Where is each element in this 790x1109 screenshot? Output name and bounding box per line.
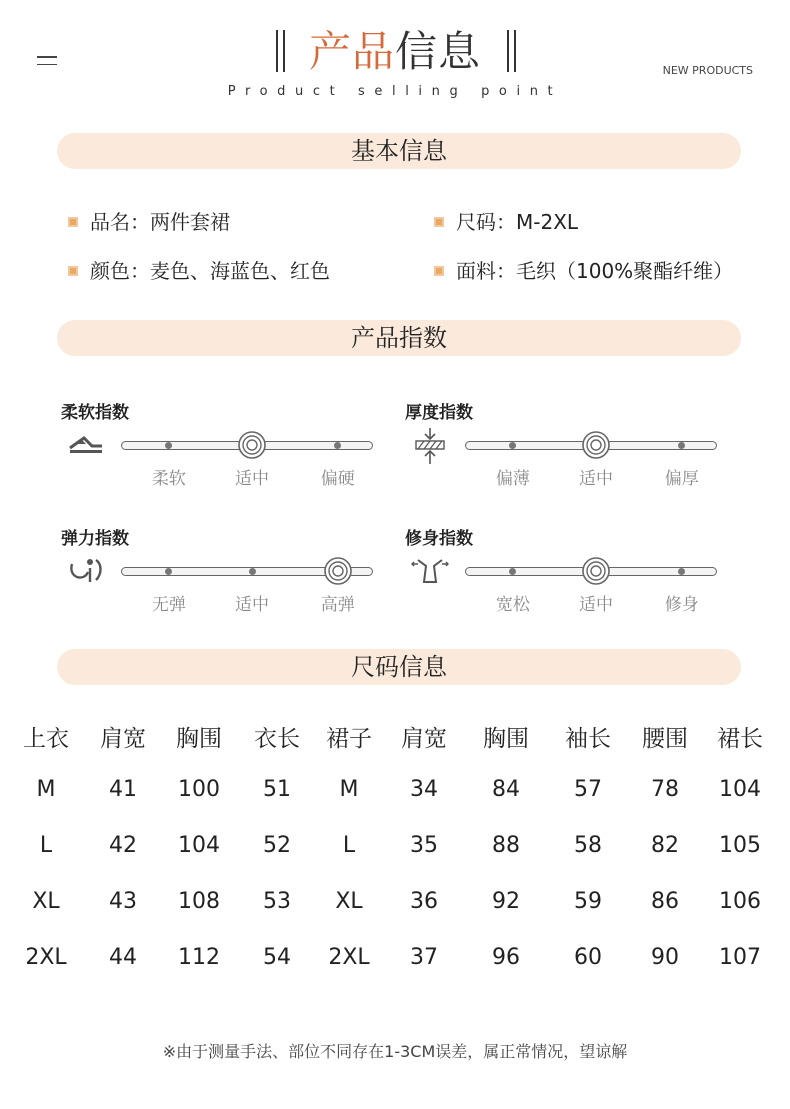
index-level-label: 宽松 bbox=[495, 595, 530, 615]
table-header-cell: 肩宽 bbox=[401, 726, 447, 752]
index-slider-dot bbox=[249, 568, 256, 575]
table-cell: 104 bbox=[178, 833, 220, 858]
info-size-range: 尺码：M-2XL bbox=[456, 209, 578, 235]
table-cell: 34 bbox=[410, 777, 438, 802]
page-subtitle: Product selling point bbox=[227, 84, 563, 99]
soft-icon bbox=[66, 426, 106, 462]
info-fabric: 面料：毛织（100%聚酯纤维） bbox=[456, 258, 733, 284]
table-cell: 88 bbox=[492, 833, 520, 858]
bullet-icon bbox=[68, 266, 78, 276]
index-title: 修身指数 bbox=[405, 529, 473, 549]
table-cell: 90 bbox=[651, 945, 679, 970]
info-colors: 颜色：麦色、海蓝色、红色 bbox=[90, 258, 330, 284]
table-cell: 92 bbox=[492, 889, 520, 914]
index-slider-knob bbox=[323, 556, 353, 586]
info-product-name: 品名：两件套裙 bbox=[90, 209, 230, 235]
table-cell: 35 bbox=[410, 833, 438, 858]
table-cell: 51 bbox=[263, 777, 291, 802]
table-header-cell: 胸围 bbox=[483, 726, 529, 752]
table-cell: 41 bbox=[109, 777, 137, 802]
table-cell: 107 bbox=[719, 945, 761, 970]
thickness-icon bbox=[410, 426, 450, 462]
index-level-label: 适中 bbox=[235, 469, 270, 489]
index-level-label: 适中 bbox=[235, 595, 270, 615]
table-cell: 59 bbox=[574, 889, 602, 914]
fit-icon bbox=[410, 552, 450, 588]
bullet-icon bbox=[434, 217, 444, 227]
footnote: ※由于测量手法、部位不同存在1-3CM误差，属正常情况，望谅解 bbox=[162, 1042, 628, 1061]
table-cell: M bbox=[339, 777, 359, 802]
table-header-cell: 裙子 bbox=[326, 726, 372, 752]
table-cell: 82 bbox=[651, 833, 679, 858]
bullet-icon bbox=[68, 217, 78, 227]
table-cell: 105 bbox=[719, 833, 761, 858]
table-cell: 100 bbox=[178, 777, 220, 802]
table-cell: 57 bbox=[574, 777, 602, 802]
table-cell: M bbox=[36, 777, 56, 802]
index-title: 弹力指数 bbox=[61, 529, 129, 549]
index-level-label: 修身 bbox=[664, 595, 699, 615]
index-slider-knob bbox=[237, 430, 267, 460]
table-header-cell: 裙长 bbox=[717, 726, 763, 752]
table-cell: 58 bbox=[574, 833, 602, 858]
table-cell: 84 bbox=[492, 777, 520, 802]
table-cell: 86 bbox=[651, 889, 679, 914]
index-level-label: 高弹 bbox=[320, 595, 355, 615]
table-cell: 60 bbox=[574, 945, 602, 970]
index-slider-knob bbox=[581, 430, 611, 460]
index-level-label: 适中 bbox=[579, 469, 614, 489]
page-title-rest: 信息 bbox=[395, 27, 482, 76]
index-title: 厚度指数 bbox=[405, 403, 473, 423]
table-cell: 108 bbox=[178, 889, 220, 914]
stretch-icon bbox=[66, 552, 106, 588]
section-product-index: 产品指数 bbox=[57, 320, 741, 356]
table-cell: 43 bbox=[109, 889, 137, 914]
table-cell: 106 bbox=[719, 889, 761, 914]
index-level-label: 偏薄 bbox=[495, 469, 530, 489]
index-level-label: 偏硬 bbox=[320, 469, 355, 489]
bullet-icon bbox=[434, 266, 444, 276]
index-level-label: 柔软 bbox=[151, 469, 186, 489]
table-cell: 54 bbox=[263, 945, 291, 970]
index-title: 柔软指数 bbox=[61, 403, 129, 423]
table-cell: 78 bbox=[651, 777, 679, 802]
table-cell: 42 bbox=[109, 833, 137, 858]
table-cell: 52 bbox=[263, 833, 291, 858]
section-basic-info: 基本信息 bbox=[57, 133, 741, 169]
table-header-cell: 胸围 bbox=[176, 726, 222, 752]
table-cell: 104 bbox=[719, 777, 761, 802]
table-header-cell: 腰围 bbox=[642, 726, 688, 752]
index-level-label: 适中 bbox=[579, 595, 614, 615]
table-cell: 2XL bbox=[328, 945, 370, 970]
table-cell: 36 bbox=[410, 889, 438, 914]
table-cell: XL bbox=[32, 889, 60, 914]
page-title-accent: 产品 bbox=[308, 27, 395, 76]
table-header-cell: 袖长 bbox=[565, 726, 611, 752]
table-cell: 96 bbox=[492, 945, 520, 970]
new-products-badge: NEW PRODUCTS bbox=[662, 64, 753, 77]
table-cell: 2XL bbox=[25, 945, 67, 970]
index-level-label: 偏厚 bbox=[664, 469, 699, 489]
section-size-info: 尺码信息 bbox=[57, 649, 741, 685]
table-cell: 112 bbox=[178, 945, 220, 970]
table-cell: XL bbox=[335, 889, 363, 914]
table-cell: 44 bbox=[109, 945, 137, 970]
table-header-cell: 衣长 bbox=[254, 726, 300, 752]
table-cell: L bbox=[342, 833, 356, 858]
table-cell: 37 bbox=[410, 945, 438, 970]
table-header-cell: 肩宽 bbox=[100, 726, 146, 752]
index-level-label: 无弹 bbox=[151, 595, 186, 615]
table-header-cell: 上衣 bbox=[23, 726, 69, 752]
table-cell: L bbox=[39, 833, 53, 858]
index-slider-knob bbox=[581, 556, 611, 586]
table-cell: 53 bbox=[263, 889, 291, 914]
title-divider-right bbox=[507, 30, 510, 72]
